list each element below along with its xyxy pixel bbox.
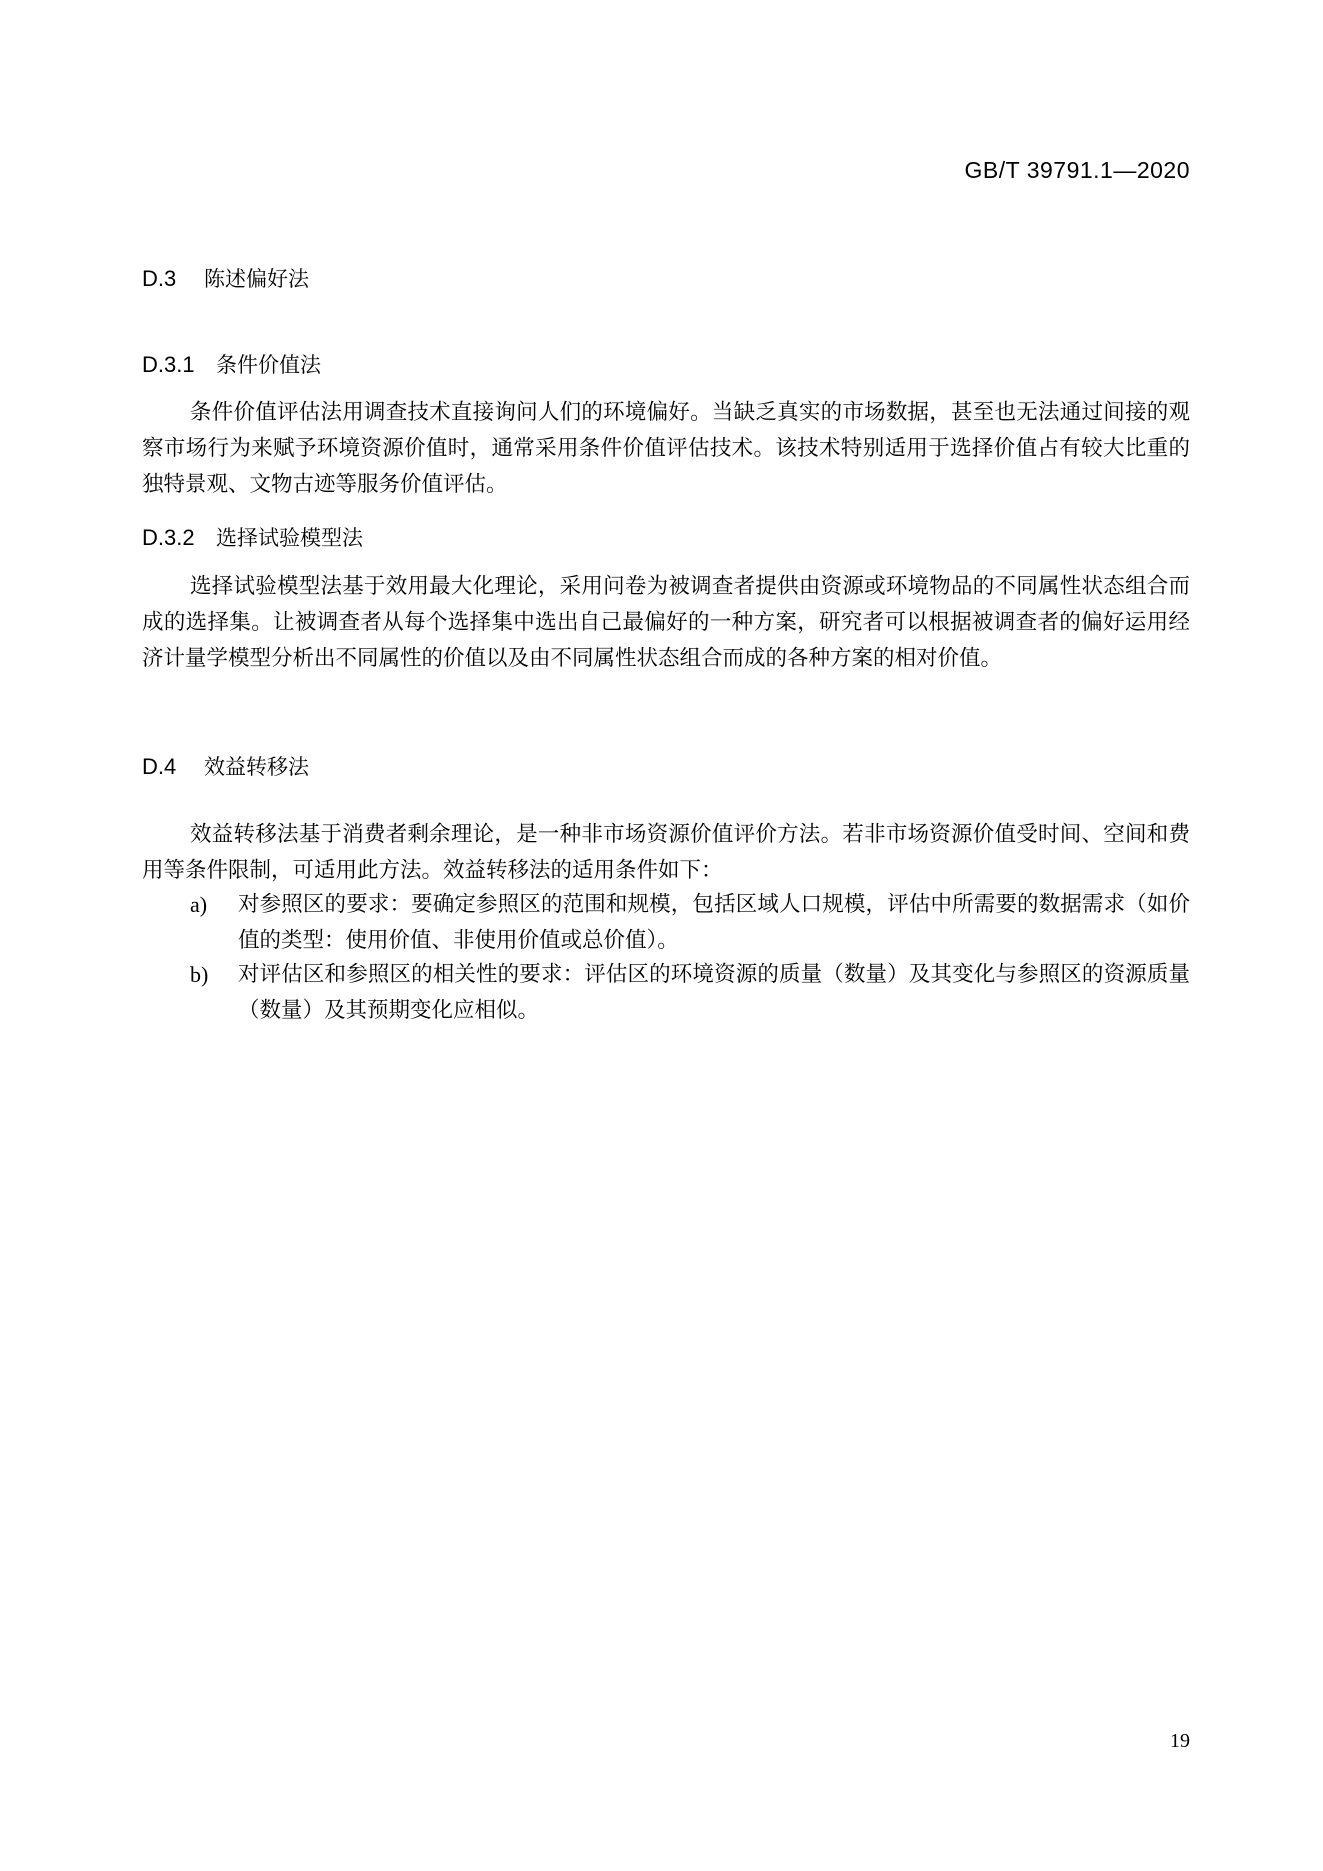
section-heading-d32 (142, 522, 363, 552)
section-heading-d31 (142, 349, 321, 379)
paragraph-d31: 条件价值评估法用调查技术直接询问人们的环境偏好。当缺乏真实的市场数据，甚至也无法通过间接的观察市场行为来赋予环境资源价值时，通常采用条件价值评估技术。该技术特别适用于选择价值占有较大比重的独特景观、文物古迹等服务价值评估。 (142, 400, 1190, 497)
section-number: D.3.1 (142, 352, 195, 377)
section-title: 效益转移法 (204, 755, 309, 779)
section-number: D.3 (142, 266, 177, 291)
section-title: 选择试验模型法 (216, 526, 363, 550)
standard-code: GB/T 39791.1—2020 (964, 157, 1190, 183)
list-item-text: 对评估区和参照区的相关性的要求：评估区的环境资源的质量（数量）及其变化与参照区的资源质量（数量）及其预期变化应相似。 (238, 962, 1190, 1023)
section-title: 条件价值法 (216, 353, 321, 377)
section-title: 陈述偏好法 (204, 267, 309, 291)
list-marker: b) (190, 962, 209, 987)
paragraph-d4: 效益转移法基于消费者剩余理论，是一种非市场资源价值评价方法。若非市场资源价值受时间、空间和费用等条件限制，可适用此方法。效益转移法的适用条件如下： (142, 822, 1190, 883)
list-item (190, 887, 1190, 959)
paragraph-d32: 选择试验模型法基于效用最大化理论，采用问卷为被调查者提供由资源或环境物品的不同属性状态组合而成的选择集。让被调查者从每个选择集中选出自己最偏好的一种方案，研究者可以根据被调查者的偏好运用经济计量学模型分析出不同属性的价值以及由不同属性状态组合而成的各种方案的相对价值。 (142, 574, 1190, 671)
list-item (190, 957, 1190, 1029)
section-number: D.3.2 (142, 525, 195, 550)
section-heading-d4 (142, 751, 309, 781)
list-item-text: 对参照区的要求：要确定参照区的范围和规模，包括区域人口规模，评估中所需要的数据需求（如价值的类型：使用价值、非使用价值或总价值）。 (238, 892, 1190, 953)
section-heading-d3 (142, 263, 309, 293)
list-marker: a) (190, 892, 208, 917)
page-number: 19 (1170, 1730, 1190, 1752)
section-number: D.4 (142, 754, 177, 779)
